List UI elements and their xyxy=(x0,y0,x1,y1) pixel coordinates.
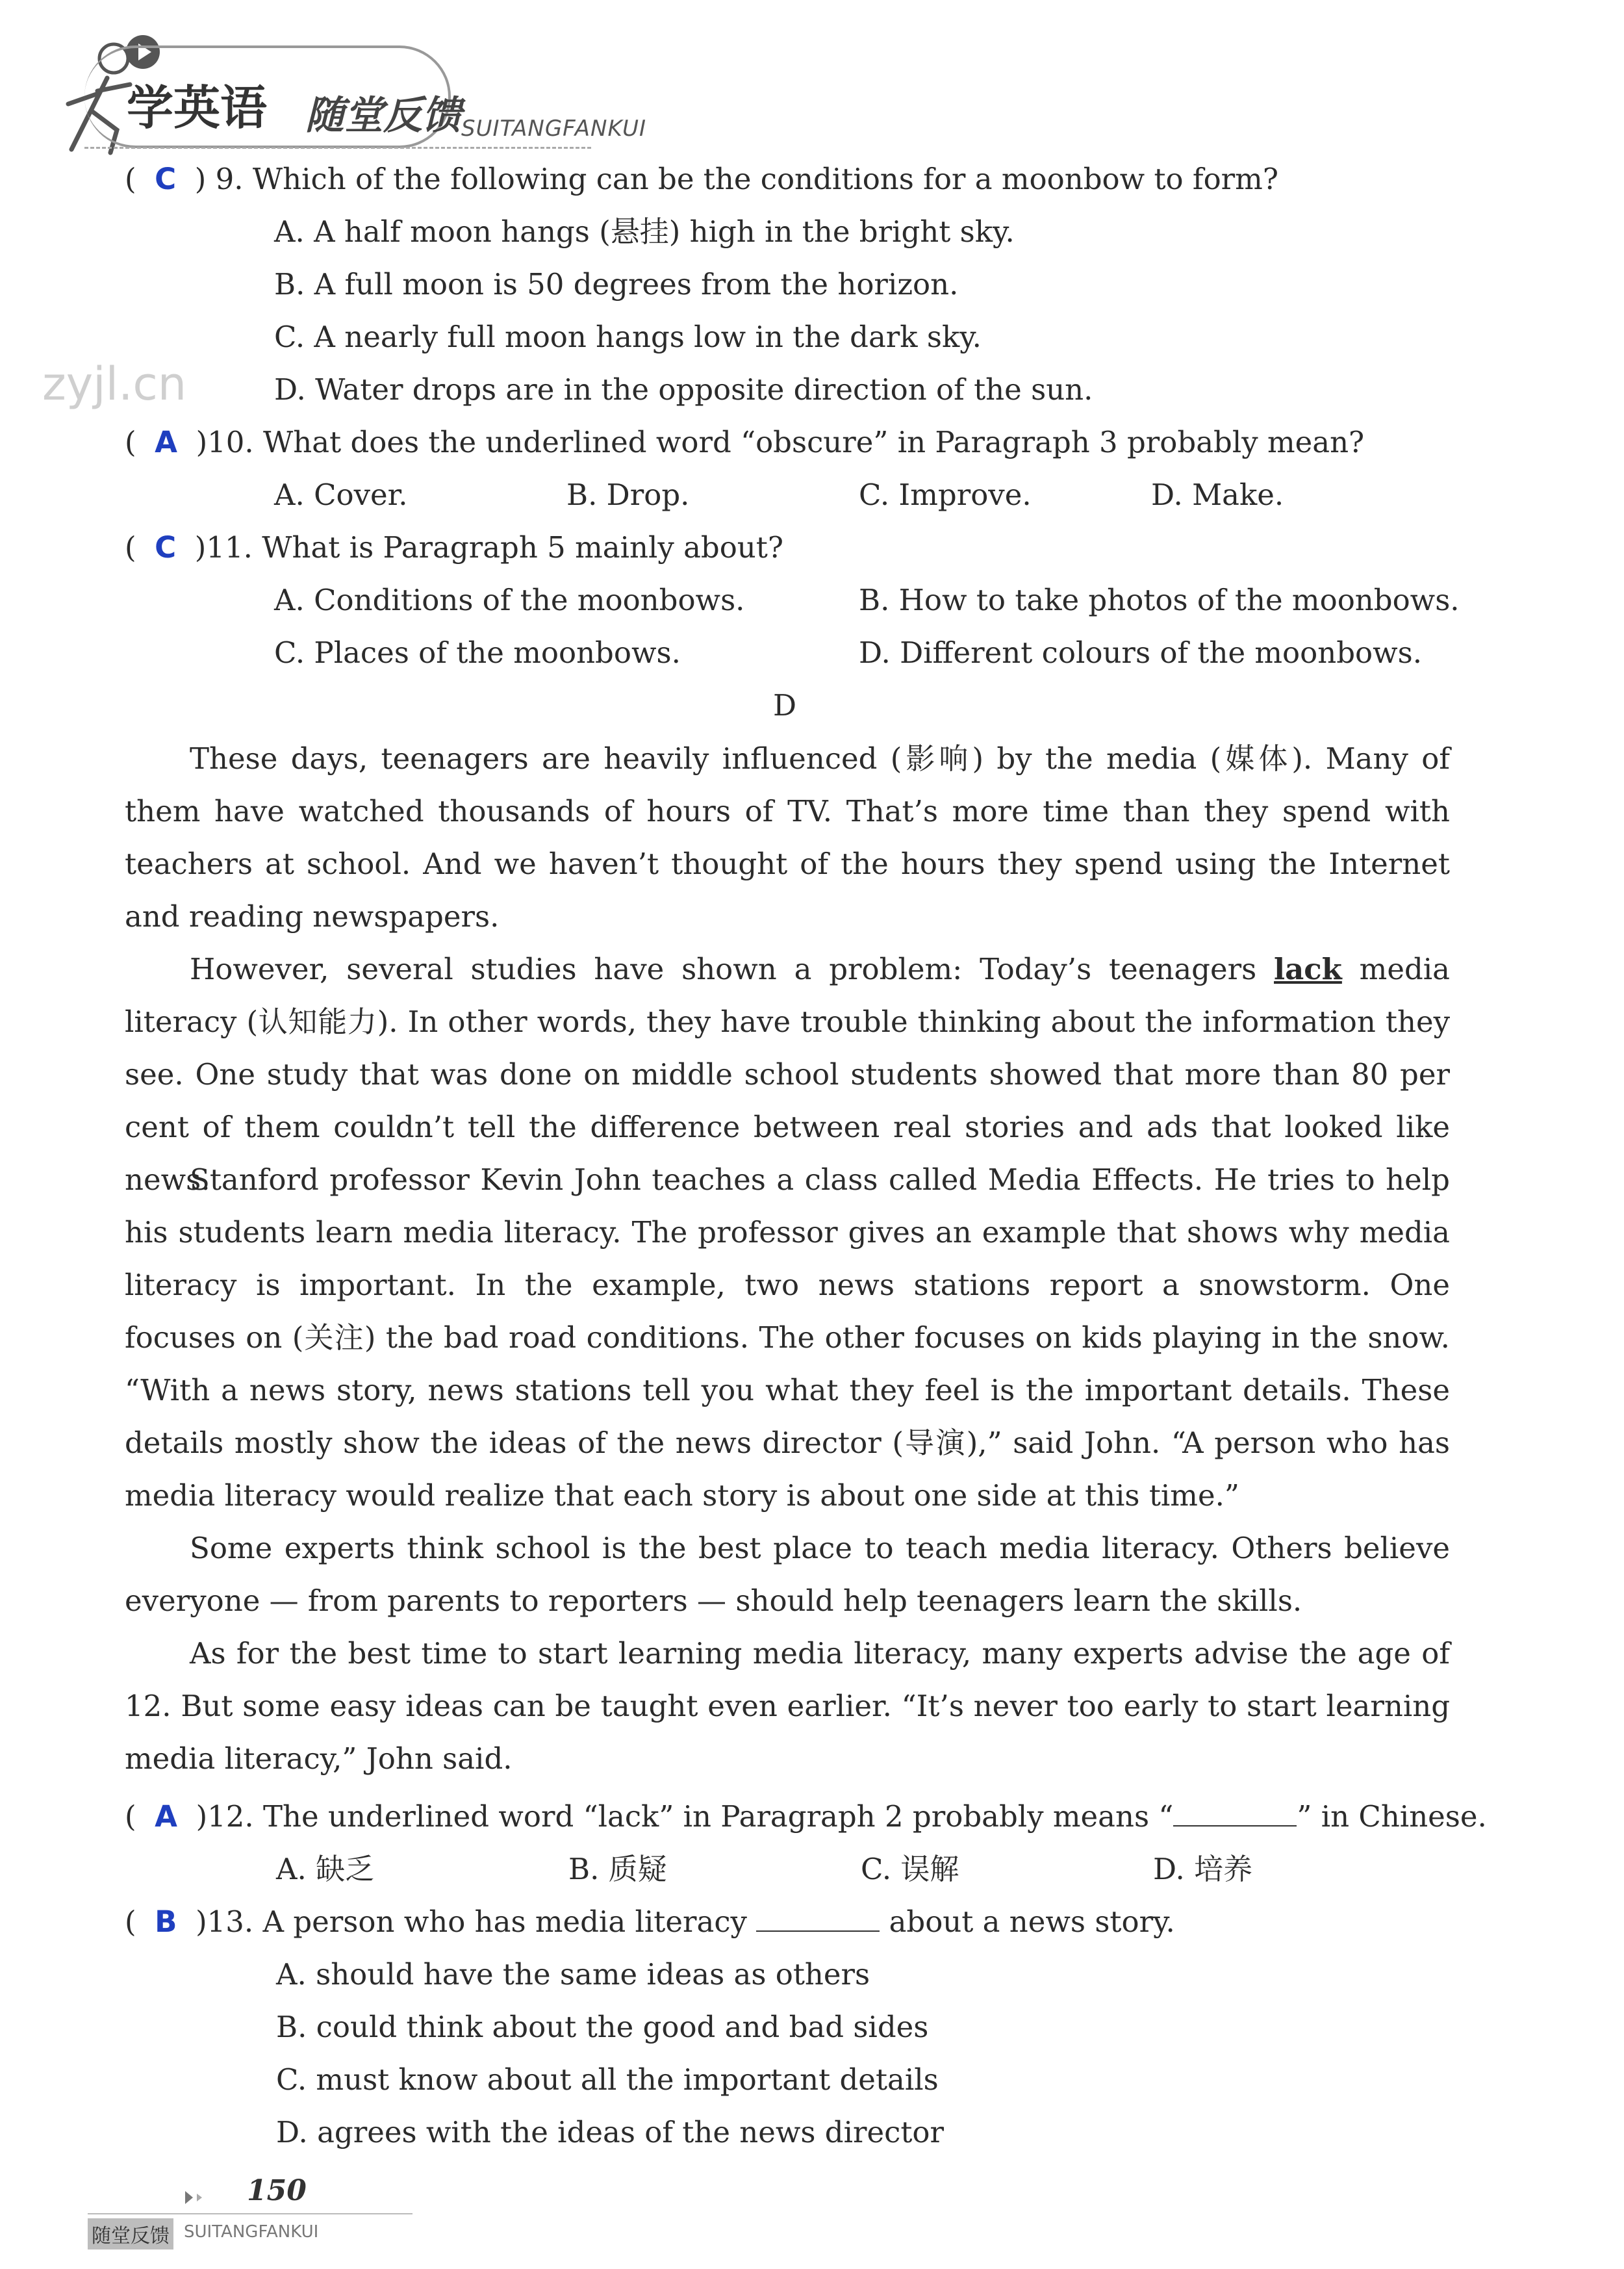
answer-13: B xyxy=(155,1904,177,1939)
header-title: 学英语 xyxy=(127,81,268,135)
q13-option-a: A. should have the same ideas as others xyxy=(276,1957,870,1992)
watermark: zyjl.cn xyxy=(42,357,187,411)
q12-option-b: B. 质疑 xyxy=(568,1852,667,1886)
section-heading: D xyxy=(773,688,797,723)
paragraph-5: As for the best time to start learning media literacy, many experts advise the age of 12. But some easy ideas can be taught even earlier. “It’s never too early to start learning media literacy,” John said. xyxy=(125,1636,1450,1776)
footer-label-en: SUITANGFANKUI xyxy=(184,2222,319,2242)
paragraph-1: These days, teenagers are heavily influenced (影响) by the media (媒体). Many of them have watched thousands of hours of TV. That’s more time than they spend with teachers at school. And we haven’t thought of the hours they spend using the Internet and reading newspapers. xyxy=(125,741,1450,934)
header-subtitle-en: SUITANGFANKUI xyxy=(461,116,647,142)
question-10-text: 10. What does the underlined word “obscure” in Paragraph 3 probably mean? xyxy=(207,425,1365,459)
question-13: ( B )13. A person who has media literacy about a news story. xyxy=(125,1904,1175,1939)
question-12: ( A )12. The underlined word “lack” in Paragraph 2 probably means “ ” in Chinese. xyxy=(125,1799,1487,1834)
q13-option-c: C. must know about all the important details xyxy=(276,2062,939,2097)
answer-9: C xyxy=(155,162,177,196)
header-subtitle-cn: 随堂反馈 xyxy=(305,93,461,138)
question-10: ( A )10. What does the underlined word “obscure” in Paragraph 3 probably mean? xyxy=(125,425,1365,459)
question-12-text: 12. The underlined word “lack” in Paragraph 2 probably means “ xyxy=(207,1799,1174,1834)
q11-option-c: C. Places of the moonbows. xyxy=(274,635,681,670)
page-number: 150 xyxy=(247,2174,307,2207)
q10-option-a: A. Cover. xyxy=(274,478,408,512)
paragraph-2-rest: media literacy (认知能力). In other words, they have trouble thinking about the information they see. One study that was done on middle school students showed that more than 80 per cent of them couldn’t tell the difference between real stories and ads that looked like news. xyxy=(125,952,1450,1197)
q9-option-a: A. A half moon hangs (悬挂) high in the bright sky. xyxy=(274,214,1015,249)
q12-option-c: C. 误解 xyxy=(861,1852,959,1886)
footer xyxy=(88,2164,412,2255)
header-logo xyxy=(45,19,647,149)
question-11: ( C )11. What is Paragraph 5 mainly about? xyxy=(125,530,783,565)
question-11-text: 11. What is Paragraph 5 mainly about? xyxy=(206,530,783,565)
q13-option-d: D. agrees with the ideas of the news director xyxy=(276,2115,945,2149)
q13-option-b: B. could think about the good and bad sides xyxy=(276,2010,929,2044)
answer-blank xyxy=(1173,1799,1297,1827)
q12-option-a: A. 缺乏 xyxy=(276,1852,375,1886)
paragraph-4: Some experts think school is the best place to teach media literacy. Others believe everyone — from parents to reporters — should help teenagers learn the skills. xyxy=(125,1531,1450,1618)
arrow-icon xyxy=(184,2190,216,2205)
question-9: ( C ) 9. Which of the following can be the conditions for a moonbow to form? xyxy=(125,162,1278,196)
question-13-text-end: about a news story. xyxy=(880,1904,1175,1939)
question-12-text-end: ” in Chinese. xyxy=(1297,1799,1487,1834)
paragraph-2-start: However, several studies have shown a problem: Today’s teenagers xyxy=(190,952,1275,986)
q11-option-b: B. How to take photos of the moonbows. xyxy=(859,583,1460,617)
q9-option-c: C. A nearly full moon hangs low in the dark sky. xyxy=(274,320,982,354)
answer-blank xyxy=(756,1904,880,1932)
q9-option-d: D. Water drops are in the opposite direction of the sun. xyxy=(274,372,1093,407)
footer-rule xyxy=(88,2213,412,2214)
answer-10: A xyxy=(155,425,177,459)
question-13-text: 13. A person who has media literacy xyxy=(207,1904,757,1939)
question-9-text: 9. Which of the following can be the conditions for a moonbow to form? xyxy=(215,162,1278,196)
q11-option-d: D. Different colours of the moonbows. xyxy=(859,635,1423,670)
q9-option-b: B. A full moon is 50 degrees from the horizon. xyxy=(274,267,959,301)
paragraph-3: Stanford professor Kevin John teaches a class called Media Effects. He tries to help his students learn media literacy. The professor gives an example that shows why media literacy is important. In the example, two news stations report a snowstorm. One focuses on (关注) the bad road conditions. The other focuses on kids playing in the snow. “With a news story, news stations tell you what they feel is the important details. These details mostly show the ideas of the news director (导演),” said John. “A person who has media literacy would realize that each story is about one side at this time.” xyxy=(125,1162,1450,1513)
footer-label-cn: 随堂反馈 xyxy=(88,2218,173,2250)
header-dashed-line xyxy=(84,147,591,149)
answer-11: C xyxy=(155,530,177,565)
answer-12: A xyxy=(155,1799,177,1834)
q12-option-d: D. 培养 xyxy=(1153,1852,1253,1886)
q11-option-a: A. Conditions of the moonbows. xyxy=(274,583,745,617)
q10-option-c: C. Improve. xyxy=(859,478,1032,512)
q10-option-b: B. Drop. xyxy=(566,478,690,512)
underlined-word-lack: lack xyxy=(1274,952,1342,986)
q10-option-d: D. Make. xyxy=(1151,478,1284,512)
